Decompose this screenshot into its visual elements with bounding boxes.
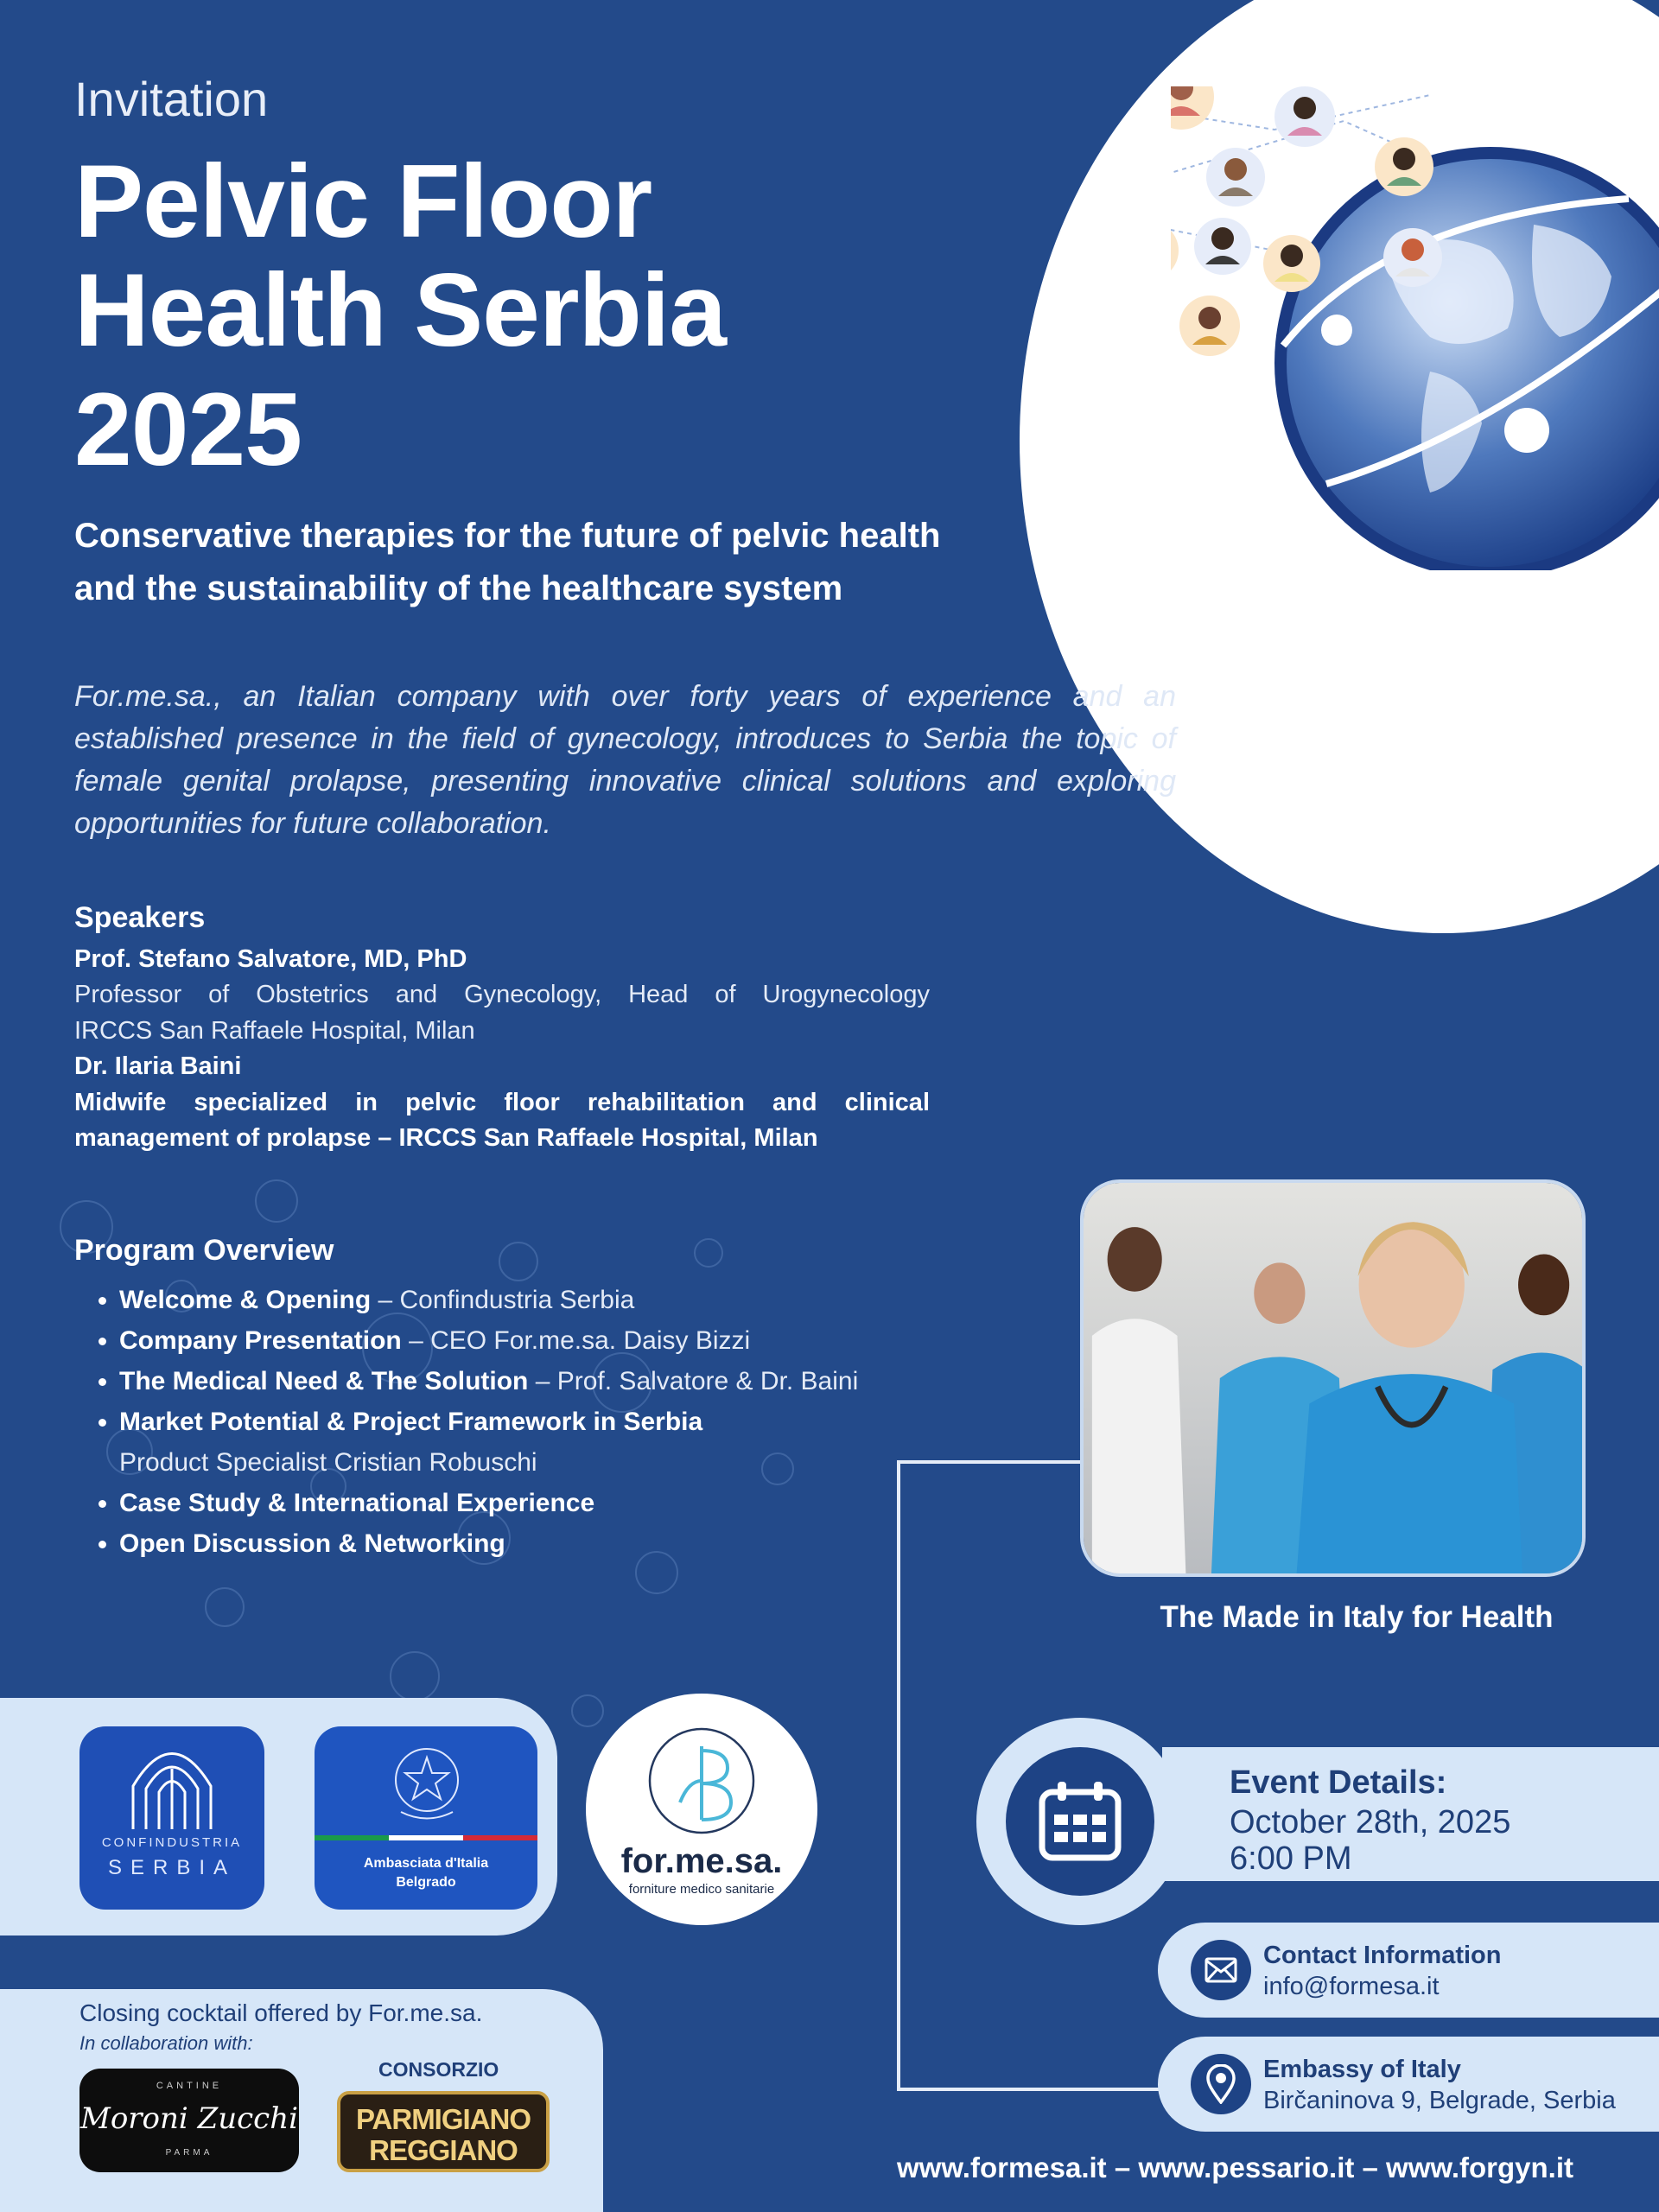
medical-staff-photo (1080, 1179, 1586, 1577)
consorzio-label: CONSORZIO (378, 2058, 499, 2081)
location-pin-icon (1191, 2054, 1251, 2114)
connector-line (897, 2088, 1165, 2091)
program-item: Welcome & Opening – Confindustria Serbia (74, 1280, 938, 1320)
confindustria-line-2: SERBIA (107, 1856, 237, 1879)
subtitle-line-1: Conservative therapies for the future of pelvic health (74, 517, 941, 555)
event-subtitle (74, 510, 1111, 615)
embassy-line-1: Ambasciata d'Italia (363, 1856, 489, 1871)
event-date: October 28th, 2025 (1230, 1804, 1511, 1840)
pr-line-1: PARMIGIANO (355, 2103, 531, 2135)
event-details-heading: Event Details: (1230, 1764, 1447, 1801)
embassy-line-2: Belgrado (396, 1875, 456, 1890)
mz-name: Moroni Zucchi (80, 2101, 298, 2136)
program-item: Market Potential & Project Framework in Serbia Product Specialist Cristian Robuschi (74, 1402, 938, 1483)
program-section (74, 1234, 938, 1564)
speakers-heading: Speakers (74, 901, 206, 934)
venue-address: Birčaninova 9, Belgrade, Serbia (1263, 2087, 1616, 2114)
speaker-2-role-line-2: management of prolapse – IRCCS San Raffaele Hospital, Milan (74, 1124, 818, 1152)
program-list (74, 1280, 938, 1564)
speaker-1-name: Prof. Stefano Salvatore, MD, PhD (74, 944, 467, 973)
mz-bottom-label: PARMA (165, 2148, 213, 2158)
formesa-name: for.me.sa. (620, 1842, 783, 1880)
speaker-1-role: Professor of Obstetrics and Gynecology, Head of Urogynecology (74, 981, 930, 1008)
contact-pill (1158, 1923, 1659, 2018)
photo-caption: The Made in Italy for Health (1160, 1600, 1554, 1634)
venue-pill (1158, 2037, 1659, 2132)
connector-line (897, 1460, 900, 2091)
program-heading: Program Overview (74, 1234, 334, 1267)
invitation-label: Invitation (74, 72, 269, 126)
cocktail-title: Closing cocktail offered by For.me.sa. (79, 1999, 483, 2026)
confindustria-line-1: CONFINDUSTRIA (101, 1835, 243, 1850)
program-item: The Medical Need & The Solution – Prof. Salvatore & Dr. Baini (74, 1361, 938, 1402)
title-line-3: 2025 (74, 372, 302, 487)
envelope-icon (1191, 1940, 1251, 2000)
speaker-1-org: IRCCS San Raffaele Hospital, Milan (74, 1016, 475, 1045)
program-item: Company Presentation – CEO For.me.sa. Daisy Bizzi (74, 1320, 938, 1361)
speakers-section (74, 900, 930, 1157)
intro-paragraph: For.me.sa., an Italian company with over forty years of experience and an established presence in the field of gynecology, introduces to Serbia the topic of female genital prolapse, presenting innovative clinical solutions and exploring opportunities for future collaboration. (74, 680, 1176, 840)
title-line-1: Pelvic Floor (74, 143, 652, 259)
program-item: Open Discussion & Networking (74, 1523, 938, 1564)
world-network-globe (1171, 86, 1659, 570)
program-item: Case Study & International Experience (74, 1483, 938, 1523)
contact-heading: Contact Information (1263, 1942, 1502, 1969)
event-title (74, 143, 726, 487)
speaker-2-role-line-1: Midwife specialized in pelvic floor rehabilitation and clinical (74, 1088, 930, 1116)
parmigiano-reggiano-logo (337, 2091, 550, 2172)
speaker-2-name: Dr. Ilaria Baini (74, 1052, 242, 1080)
title-line-2: Health Serbia (74, 252, 726, 368)
moroni-zucchi-logo (79, 2069, 299, 2172)
pr-line-2: REGGIANO (369, 2134, 518, 2166)
calendar-icon (1006, 1747, 1154, 1896)
venue-heading: Embassy of Italy (1263, 2056, 1461, 2083)
contact-email[interactable]: info@formesa.it (1263, 1973, 1440, 2000)
formesa-logo (586, 1694, 817, 1925)
embassy-of-italy-logo (315, 1726, 537, 1910)
subtitle-line-2: and the sustainability of the healthcare system (74, 569, 843, 607)
footer-websites[interactable]: www.formesa.it – www.pessario.it – www.forgyn.it (897, 2152, 1573, 2183)
formesa-tagline: forniture medico sanitarie (628, 1882, 775, 1897)
confindustria-serbia-logo (79, 1726, 264, 1910)
mz-top-label: CANTINE (156, 2081, 223, 2091)
connector-line (897, 1460, 1083, 1464)
event-time: 6:00 PM (1230, 1840, 1352, 1877)
collaboration-label: In collaboration with: (79, 2032, 253, 2054)
